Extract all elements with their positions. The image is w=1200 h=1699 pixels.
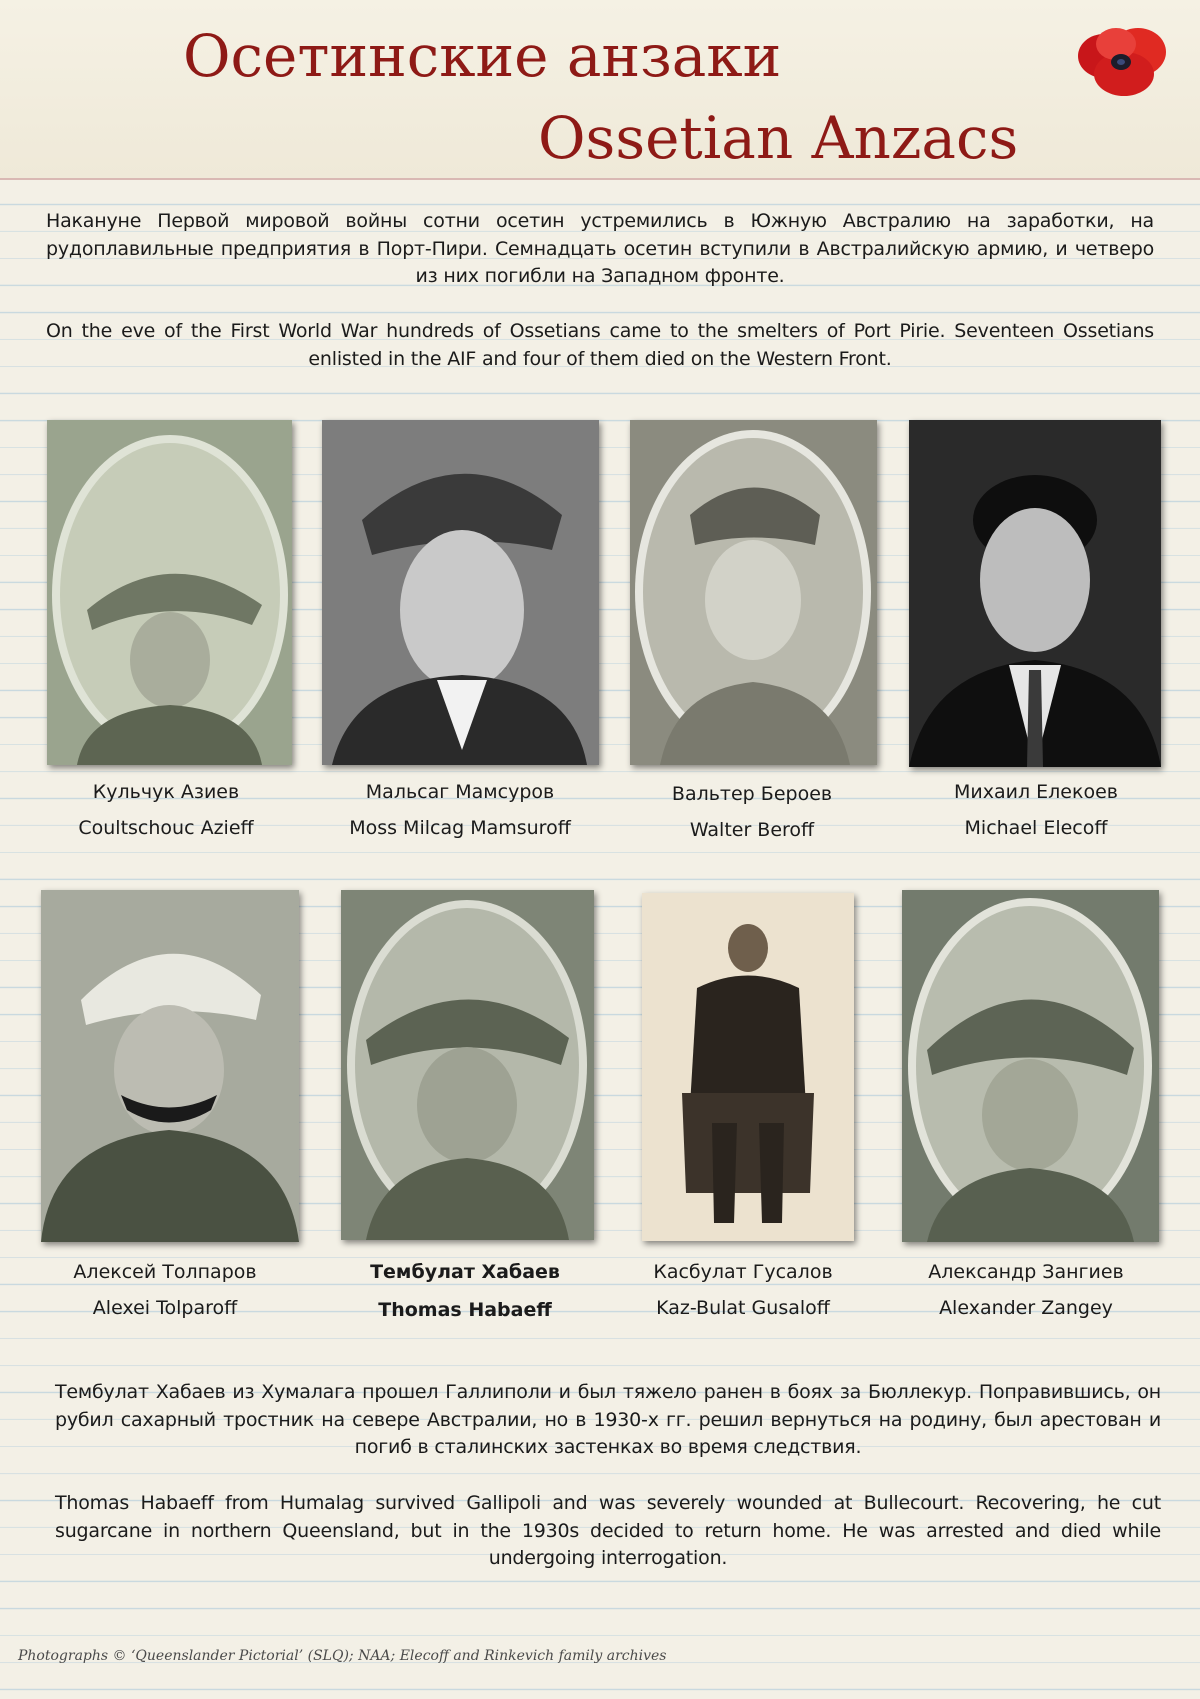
portrait-photo: [909, 420, 1161, 767]
story-russian: Тембулат Хабаев из Хумалага прошел Галлиполи и был тяжело ранен в боях за Бюллекур. Поправившись, он рубил сахарный тростник на севере Австралии, но в 1930-х гг. решил вернуться на родину, был арестован и погиб в сталинских застенках во время следствия.: [55, 1381, 1161, 1458]
soldier-name-ru: Алексей Толпаров: [73, 1261, 257, 1283]
portrait-photo: [41, 890, 299, 1242]
portrait-photo: [642, 893, 854, 1241]
soldier-name-en: Walter Beroff: [689, 819, 815, 841]
story-english: Thomas Habaeff from Humalag survived Gallipoli and was severely wounded at Bullecourt. Recovering, he cut sugarcane in northern Queensland, but in the 1930s decided to return home. He was arrested and died while undergoing interrogation.: [55, 1492, 1161, 1569]
soldier-name-en: Michael Elecoff: [964, 817, 1108, 839]
intro-english: On the eve of the First World War hundreds of Ossetians came to the smelters of Port Pirie. Seventeen Ossetians enlisted in the AIF and four of them died on the Western Front.: [46, 320, 1154, 370]
soldier-name-en: Thomas Habaeff: [378, 1299, 552, 1321]
title-english: Ossetian Anzacs: [538, 104, 1019, 172]
photo-credit: Photographs © ‘Queenslander Pictorial’ (SLQ); NAA; Elecoff and Rinkevich family archives: [18, 1648, 667, 1664]
soldier-name-ru: Касбулат Гусалов: [653, 1261, 833, 1283]
soldier-name-ru: Вальтер Бероев: [671, 783, 833, 805]
intro-russian: Накануне Первой мировой войны сотни осетин устремились в Южную Австралию на заработки, на рудоплавильные предприятия в Порт-Пири. Семнадцать осетин вступили в Австралийскую армию, и четверо из них погибли на Западном фронте.: [46, 210, 1154, 287]
title-russian: Осетинские анзаки: [183, 22, 782, 90]
portrait-photo: [902, 890, 1159, 1242]
portrait-photo: [341, 890, 594, 1240]
soldier-name-ru: Мальсаг Мамсуров: [365, 781, 555, 803]
portrait-photo: [630, 420, 877, 765]
soldier-name-en: Moss Milcag Mamsuroff: [349, 817, 571, 839]
soldier-name-ru: Михаил Елекоев: [954, 781, 1118, 803]
soldier-name-ru: Тембулат Хабаев: [370, 1261, 560, 1283]
soldier-name-ru: Александр Зангиев: [928, 1261, 1124, 1283]
soldier-name-en: Kaz-Bulat Gusaloff: [656, 1297, 830, 1319]
soldier-name-en: Alexei Tolparoff: [92, 1297, 238, 1319]
soldier-name-en: Coultschouc Azieff: [78, 817, 254, 839]
soldier-name-ru: Кульчук Азиев: [92, 781, 240, 803]
portrait-photo: [47, 420, 292, 765]
poppy-icon: [1074, 22, 1170, 102]
portrait-photo: [322, 420, 599, 765]
soldier-name-en: Alexander Zangey: [939, 1297, 1113, 1319]
page-header: [0, 0, 1200, 180]
